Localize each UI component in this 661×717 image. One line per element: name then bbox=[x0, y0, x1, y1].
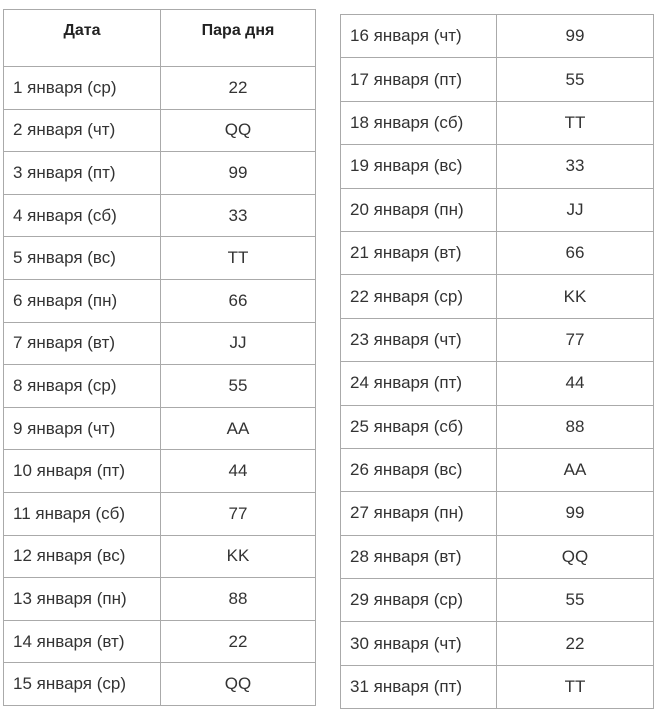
pair-cell: AA bbox=[497, 448, 654, 491]
date-cell: 24 января (пт) bbox=[341, 362, 497, 405]
date-cell: 13 января (пн) bbox=[4, 578, 161, 621]
date-cell: 15 января (ср) bbox=[4, 663, 161, 706]
date-cell: 8 января (ср) bbox=[4, 365, 161, 408]
date-cell: 2 января (чт) bbox=[4, 109, 161, 152]
date-cell: 28 января (вт) bbox=[341, 535, 497, 578]
date-cell: 6 января (пн) bbox=[4, 279, 161, 322]
table-row bbox=[341, 275, 654, 318]
table-header-row bbox=[4, 10, 316, 67]
pair-cell: QQ bbox=[161, 109, 316, 152]
date-cell: 25 января (сб) bbox=[341, 405, 497, 448]
pair-cell: QQ bbox=[161, 663, 316, 706]
date-cell: 20 января (пн) bbox=[341, 188, 497, 231]
date-cell: 1 января (ср) bbox=[4, 67, 161, 110]
table-body-left bbox=[4, 67, 316, 706]
table-row bbox=[4, 67, 316, 110]
pair-cell: 55 bbox=[497, 58, 654, 101]
table-row bbox=[4, 365, 316, 408]
date-cell: 9 января (чт) bbox=[4, 407, 161, 450]
date-cell: 29 января (ср) bbox=[341, 579, 497, 622]
table-body-right bbox=[341, 15, 654, 709]
column-header-pair: Пара дня bbox=[161, 10, 316, 67]
table-row bbox=[341, 579, 654, 622]
pair-cell: 33 bbox=[161, 194, 316, 237]
table-row bbox=[4, 620, 316, 663]
pair-cell: 66 bbox=[497, 231, 654, 274]
pair-cell: 33 bbox=[497, 145, 654, 188]
pairs-table-right bbox=[340, 14, 654, 709]
table-row bbox=[341, 665, 654, 708]
pair-cell: 55 bbox=[497, 579, 654, 622]
table-row bbox=[341, 145, 654, 188]
table-row bbox=[341, 318, 654, 361]
date-cell: 23 января (чт) bbox=[341, 318, 497, 361]
date-cell: 18 января (сб) bbox=[341, 101, 497, 144]
table-row bbox=[4, 578, 316, 621]
date-cell: 27 января (пн) bbox=[341, 492, 497, 535]
table-row bbox=[341, 362, 654, 405]
date-cell: 7 января (вт) bbox=[4, 322, 161, 365]
column-header-date: Дата bbox=[4, 10, 161, 67]
date-cell: 17 января (пт) bbox=[341, 58, 497, 101]
date-cell: 22 января (ср) bbox=[341, 275, 497, 318]
pair-cell: 22 bbox=[161, 620, 316, 663]
pair-cell: TT bbox=[497, 101, 654, 144]
date-cell: 16 января (чт) bbox=[341, 15, 497, 58]
table-row bbox=[341, 622, 654, 665]
date-cell: 21 января (вт) bbox=[341, 231, 497, 274]
date-cell: 31 января (пт) bbox=[341, 665, 497, 708]
table-row bbox=[4, 109, 316, 152]
pair-cell: 88 bbox=[161, 578, 316, 621]
table-row bbox=[4, 237, 316, 280]
table-row bbox=[341, 231, 654, 274]
table-row bbox=[341, 405, 654, 448]
pair-cell: 55 bbox=[161, 365, 316, 408]
table-row bbox=[341, 535, 654, 578]
pair-cell: TT bbox=[497, 665, 654, 708]
pair-cell: AA bbox=[161, 407, 316, 450]
date-cell: 26 января (вс) bbox=[341, 448, 497, 491]
table-row bbox=[341, 101, 654, 144]
table-row bbox=[4, 407, 316, 450]
date-cell: 5 января (вс) bbox=[4, 237, 161, 280]
pair-cell: 77 bbox=[161, 492, 316, 535]
date-cell: 12 января (вс) bbox=[4, 535, 161, 578]
pair-cell: 88 bbox=[497, 405, 654, 448]
pair-cell: TT bbox=[161, 237, 316, 280]
pair-cell: 99 bbox=[161, 152, 316, 195]
pair-cell: 22 bbox=[161, 67, 316, 110]
pair-cell: 44 bbox=[497, 362, 654, 405]
date-cell: 3 января (пт) bbox=[4, 152, 161, 195]
date-cell: 11 января (сб) bbox=[4, 492, 161, 535]
pair-cell: KK bbox=[161, 535, 316, 578]
table-row bbox=[341, 58, 654, 101]
pair-cell: 99 bbox=[497, 15, 654, 58]
pair-cell: 22 bbox=[497, 622, 654, 665]
date-cell: 30 января (чт) bbox=[341, 622, 497, 665]
date-cell: 14 января (вт) bbox=[4, 620, 161, 663]
pair-cell: 99 bbox=[497, 492, 654, 535]
pairs-table-left bbox=[3, 9, 316, 706]
pair-cell: 44 bbox=[161, 450, 316, 493]
pair-cell: QQ bbox=[497, 535, 654, 578]
table-row bbox=[341, 492, 654, 535]
table-row bbox=[4, 450, 316, 493]
table-row bbox=[4, 322, 316, 365]
table-row bbox=[4, 535, 316, 578]
table-row bbox=[4, 492, 316, 535]
date-cell: 19 января (вс) bbox=[341, 145, 497, 188]
pair-cell: 77 bbox=[497, 318, 654, 361]
pair-cell: JJ bbox=[161, 322, 316, 365]
table-row bbox=[341, 448, 654, 491]
table-row bbox=[4, 279, 316, 322]
table-row bbox=[4, 152, 316, 195]
table-row bbox=[341, 188, 654, 231]
pair-cell: JJ bbox=[497, 188, 654, 231]
table-row bbox=[341, 15, 654, 58]
table-row bbox=[4, 663, 316, 706]
date-cell: 4 января (сб) bbox=[4, 194, 161, 237]
pair-cell: KK bbox=[497, 275, 654, 318]
date-cell: 10 января (пт) bbox=[4, 450, 161, 493]
pair-cell: 66 bbox=[161, 279, 316, 322]
table-row bbox=[4, 194, 316, 237]
